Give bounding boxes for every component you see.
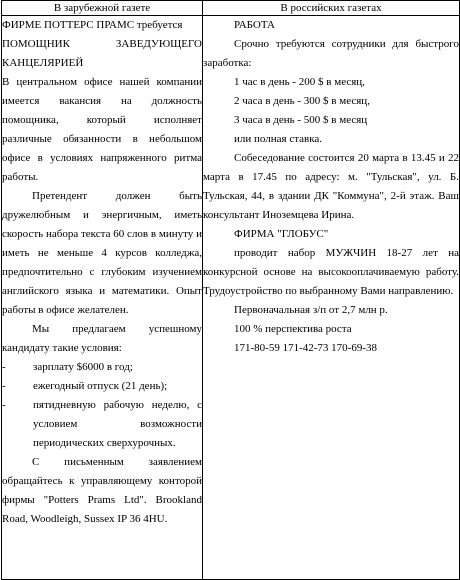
foreign-ad-vacancy: В центральном офисе нашей компании имеется вакансия на должность помощника, который исполняет различные обязанности в небольшом офисе в условиях напряженного ритма работы. [2,76,202,183]
ad2-title: ФИРМА "ГЛОБУС" [234,228,329,240]
foreign-ad-cell [2,16,203,580]
dash-marker: - [2,399,6,411]
condition-text: ежегодный отпуск (21 день); [33,380,168,392]
foreign-ad-offer-intro: Мы предлагаем успешному кандидату такие условия: [2,323,202,354]
foreign-ad-candidate: Претендент должен быть дружелюбным и энергичным, иметь скорость набора текста 60 слов в минуту и иметь не меньше 4 курсов колледжа, предпочтительно с глубоким изучением английского языка и математики. Опыт работы в офисе желателен. [2,190,202,316]
foreign-ad-conditions-list [2,358,202,453]
foreign-ad-title-line2: ПОМОЩНИК ЗАВЕДУЮЩЕГО [2,38,202,50]
table-header-row [2,1,460,16]
ad1-intro: Срочно требуются сотрудники для быстрого заработка: [203,38,459,69]
ad2-body: проводит набор МУЖЧИН 18-27 лет на конкурсной основе на высокооплачиваемую работу. Трудоустройство по выбранному Вами направлению. [203,247,459,297]
ad1-interview: Собеседование состоится 20 марта в 13.45 и 22 марта в 17.45 по адресу: м. "Тульская", ул. Б. Тульская, 44, в здании ДК "Коммуна", 2-й этаж. Ваш консультант Иноземцева Ирина. [203,152,459,221]
comparison-table [1,0,460,580]
ad1-rate-3: 3 часа в день - 500 $ в месяц [234,114,368,126]
ad2-salary: Первоначальная з/п от 2,7 млн р. [234,304,388,316]
header-foreign-newspaper: В зарубежной газете [2,1,203,16]
ad1-rate-2: 2 часа в день - 300 $ в месяц, [234,95,370,107]
ad2-phones: 171-80-59 171-42-73 170-69-38 [234,342,377,354]
header-russian-newspapers: В российских газетах [203,1,460,16]
list-item [2,358,202,377]
foreign-ad-apply: С письменным заявлением обращайтесь к управляющему конторой фирмы "Potters Prams Ltd". Brookland Road, Woodleigh, Sussex IP 36 4HU. [2,456,202,525]
dash-marker: - [2,380,6,392]
list-item [2,396,202,453]
foreign-ad-title-line1: ФИРМЕ ПОТТЕРС ПРАМС требуется [2,19,183,31]
condition-text: зарплату $6000 в год; [33,361,133,373]
condition-text: пятидневную рабочую неделю, с условием возможности периодических сверхурочных. [33,399,202,449]
list-item [2,377,202,396]
russian-ads-cell [203,16,460,580]
table-content-row [2,16,460,580]
foreign-ad-title-line3: КАНЦЕЛЯРИЕЙ [2,57,84,69]
ad1-rate-1: 1 час в день - 200 $ в месяц, [234,76,365,88]
ad1-rate-4: или полная ставка. [234,133,323,145]
ad2-prospects: 100 % перспектива роста [234,323,352,335]
ad1-title: РАБОТА [234,19,275,31]
dash-marker: - [2,361,6,373]
